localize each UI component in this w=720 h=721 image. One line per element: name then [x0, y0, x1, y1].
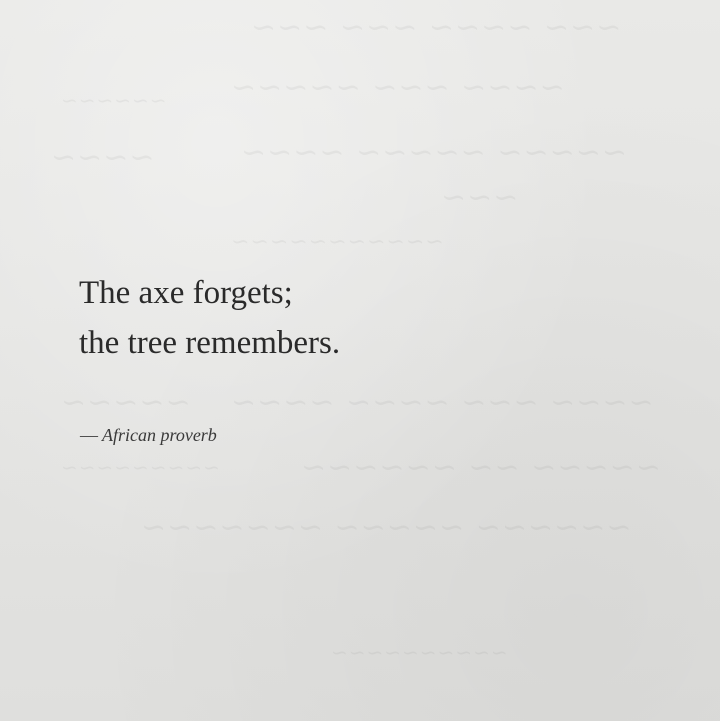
quote-attribution: [80, 425, 217, 446]
quote-text: [79, 268, 340, 368]
attribution-source: African proverb: [102, 425, 217, 445]
quote-line-1: The axe forgets;: [79, 275, 293, 311]
attribution-dash: —: [80, 425, 98, 445]
quote-line-2: the tree remembers.: [79, 325, 341, 361]
bleed-through-texture: ~~~ ~~~~ ~~~ ~~~ ~~~~ ~~~ ~~~~~ ~~~~~~ ~~~~~ ~~~~~ ~~~~ ~~~~ ~~~ ~~~~~~~~~~~ ~~~~ ~~~ ~~~~ ~~~~ ~~~~~ ~~~~~ ~~ ~~~~~~ ~~~~~~~~~ ~~~~~~ ~~~~~ ~~~~~~~ ~~~~~~~~~~: [50, 10, 661, 664]
